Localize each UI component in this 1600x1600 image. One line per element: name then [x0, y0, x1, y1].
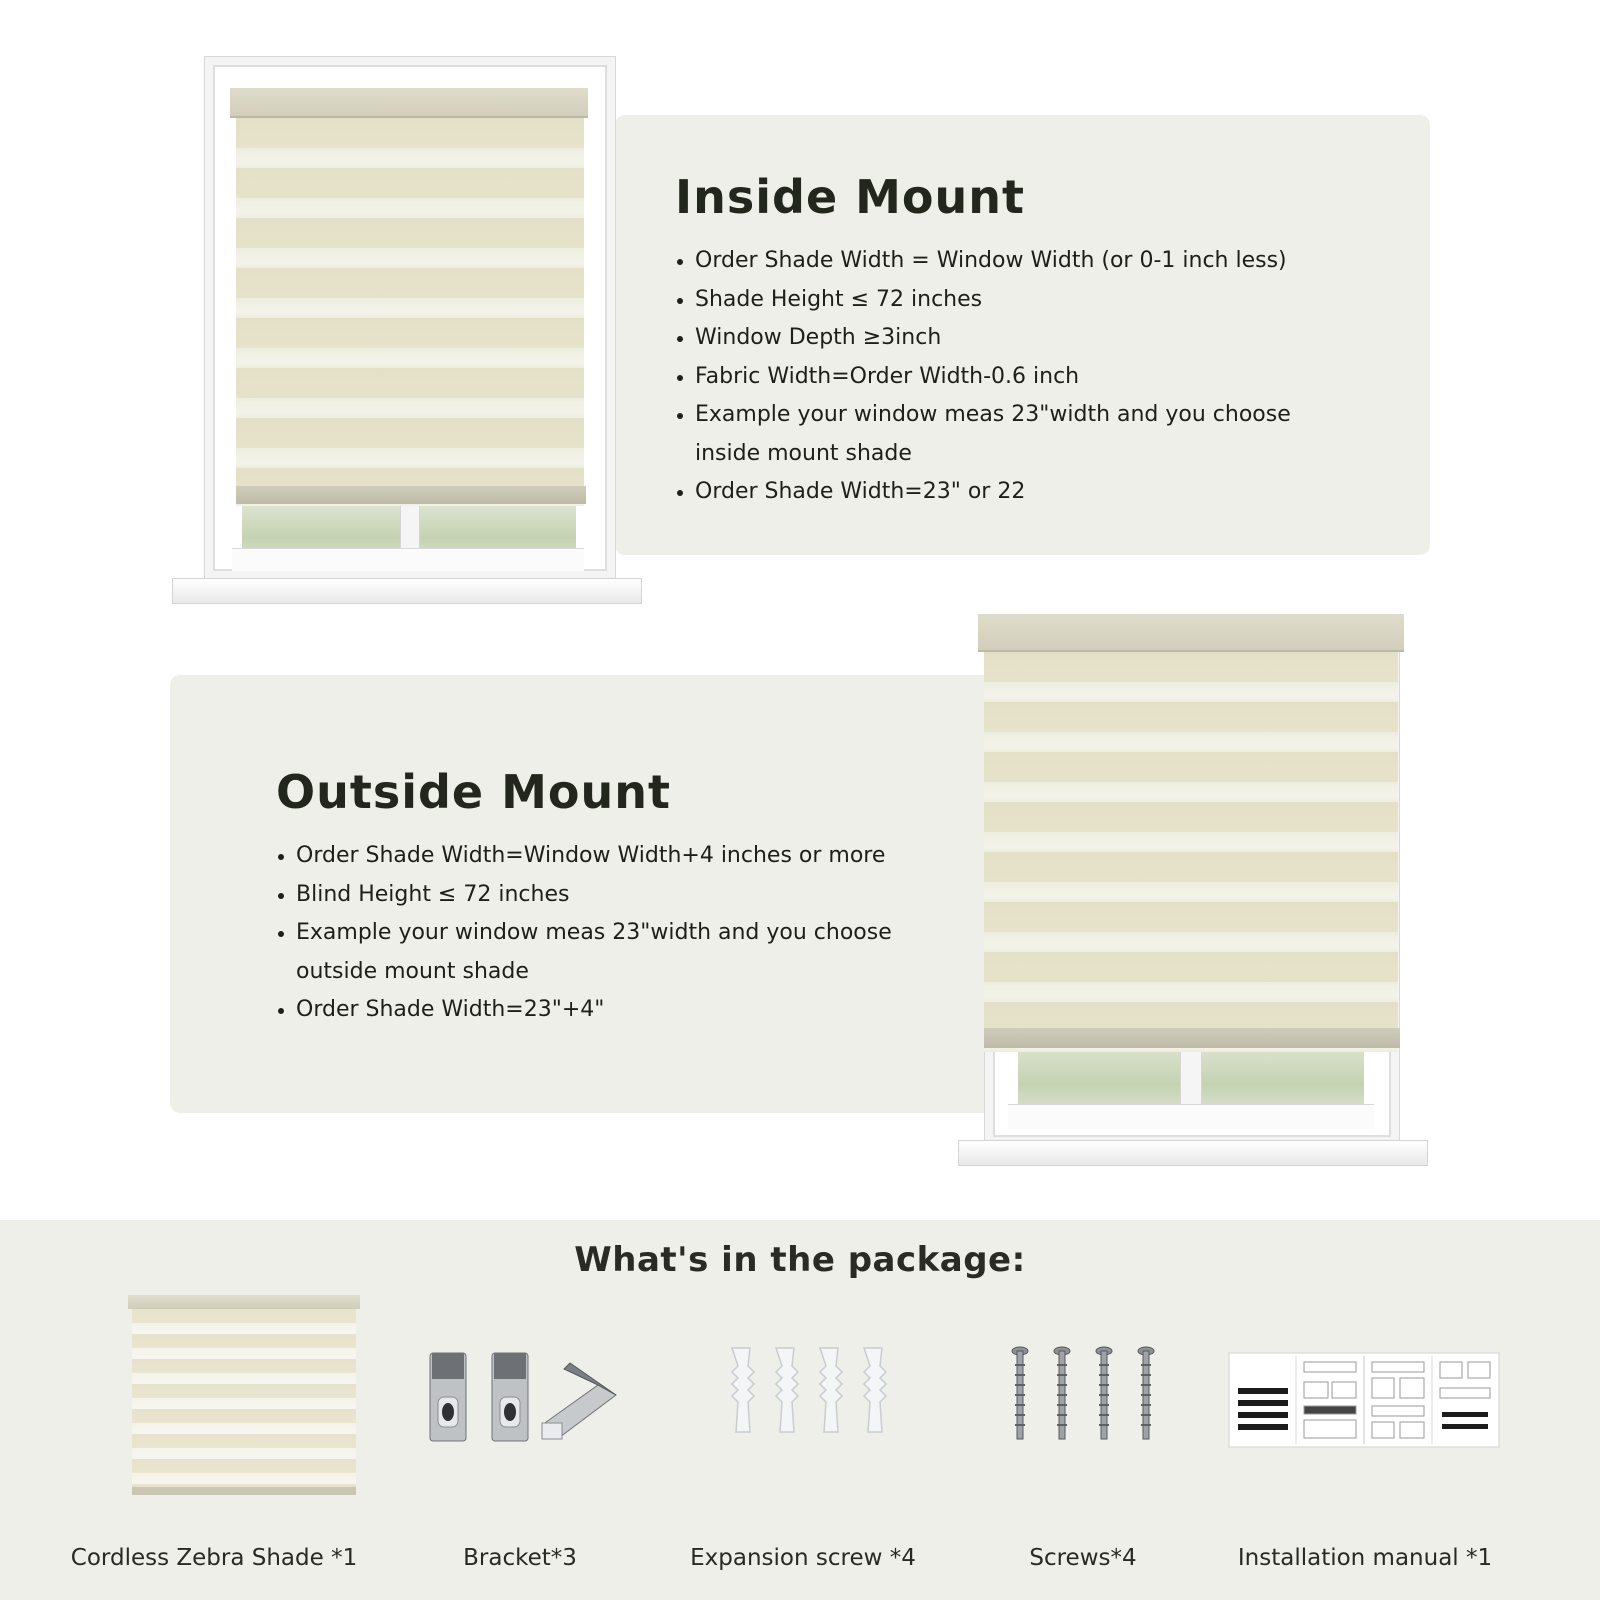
- inside-mount-window-illustration: [172, 56, 642, 606]
- inside-mount-title: Inside Mount: [675, 170, 1026, 224]
- zebra-shade-icon: [128, 1295, 360, 1505]
- outside-mount-window-illustration: [958, 614, 1428, 1170]
- inside-bullet-continued: inside mount shade: [695, 440, 912, 466]
- inside-bullet: Order Shade Width = Window Width (or 0-1 inch less): [675, 242, 1395, 281]
- inside-bullet: Window Depth ≥3inch: [675, 319, 1395, 358]
- package-item-label: Bracket*3: [463, 1545, 577, 1571]
- package-item-label: Screws*4: [1029, 1545, 1137, 1571]
- outside-bullet-continued: outside mount shade: [296, 958, 529, 984]
- manual-icon: [1228, 1352, 1500, 1448]
- inside-bullet: Example your window meas 23"width and you choose: [675, 396, 1395, 435]
- package-item-label: Expansion screw *4: [690, 1545, 916, 1571]
- expansion-screw-icon: [718, 1342, 898, 1442]
- package-item-label: Installation manual *1: [1237, 1545, 1493, 1571]
- bracket-icon: [420, 1345, 620, 1445]
- package-item-label: Cordless Zebra Shade *1: [70, 1545, 358, 1571]
- package-title: What's in the package:: [574, 1240, 1026, 1280]
- inside-bullet: Order Shade Width=23" or 22: [675, 473, 1395, 512]
- inside-mount-bullets: [675, 242, 1395, 512]
- inside-mount-panel: [615, 115, 1430, 555]
- outside-mount-title: Outside Mount: [276, 765, 671, 819]
- screw-icon: [1005, 1345, 1165, 1445]
- outside-bullet: Order Shade Width=Window Width+4 inches or more: [276, 837, 976, 876]
- inside-bullet: Fabric Width=Order Width-0.6 inch: [675, 358, 1395, 397]
- outside-bullet: Example your window meas 23"width and you choose: [276, 914, 976, 953]
- outside-bullet: Order Shade Width=23"+4": [276, 991, 976, 1030]
- outside-bullet: Blind Height ≤ 72 inches: [276, 876, 976, 915]
- outside-mount-bullets: [276, 837, 976, 1030]
- package-section: [0, 1220, 1600, 1600]
- inside-bullet: Shade Height ≤ 72 inches: [675, 281, 1395, 320]
- outside-mount-panel: [170, 675, 1010, 1113]
